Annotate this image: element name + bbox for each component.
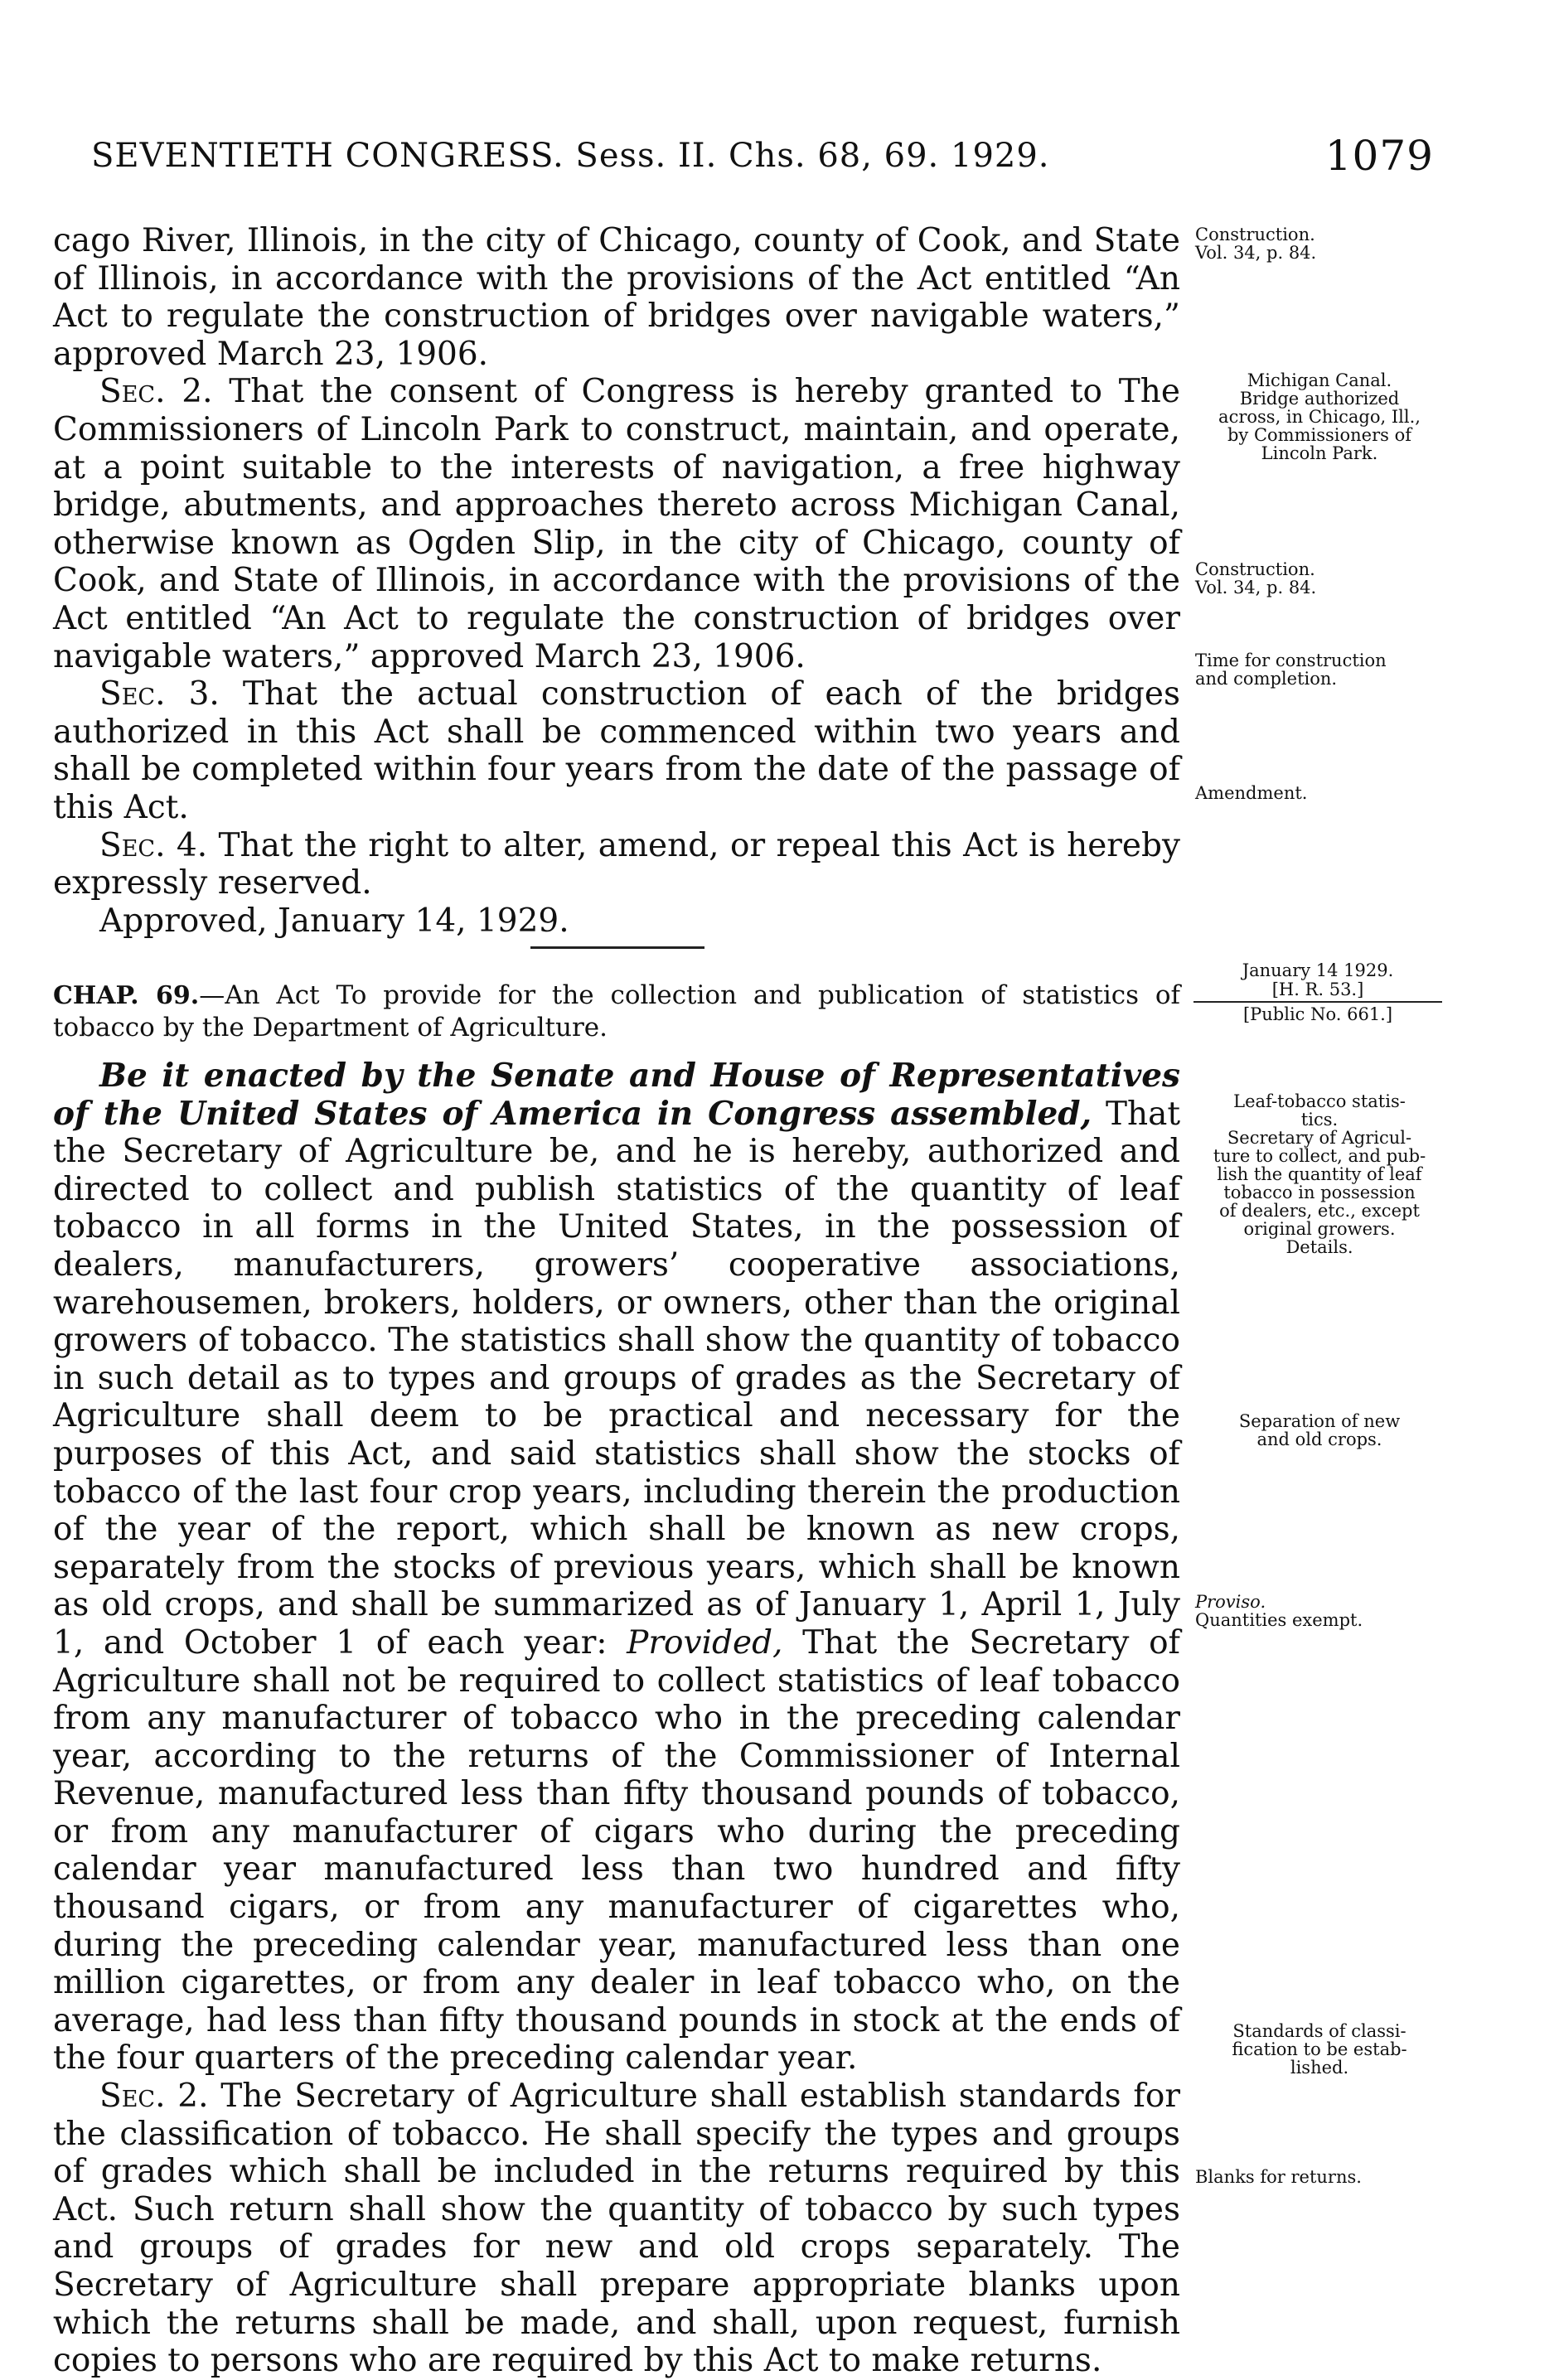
margin-note-line: and old crops.: [1256, 1429, 1382, 1449]
chapter-label: CHAP. 69.: [53, 981, 200, 1010]
margin-note-blanks: [1195, 2168, 1444, 2186]
chapter-69-heading: [53, 980, 1180, 1043]
margin-note-line: tobacco in possession: [1223, 1183, 1416, 1202]
proviso-label: Provided,: [627, 1623, 783, 1662]
margin-note-line: Construction.: [1195, 225, 1315, 244]
section-2-paragraph: [53, 2078, 1180, 2380]
paragraph-continuation: [53, 222, 1180, 373]
margin-note-line: Amendment.: [1195, 783, 1308, 803]
chapter-69-date-block: [1193, 961, 1442, 1024]
margin-note-line: and completion.: [1195, 669, 1338, 689]
chapter-date: January 14 1929.: [1242, 960, 1394, 980]
margin-note-line: Quantities exempt.: [1195, 1610, 1363, 1630]
running-head: [91, 132, 1434, 186]
margin-note-line: lished.: [1290, 2058, 1349, 2078]
margin-note-line: Vol. 34, p. 84.: [1195, 243, 1317, 263]
margin-note-line: Blanks for returns.: [1195, 2167, 1362, 2187]
section-2-paragraph: [53, 373, 1180, 675]
margin-note-line: across, in Chicago, Ill.,: [1218, 407, 1421, 427]
margin-note-line: Bridge authorized: [1239, 389, 1400, 409]
margin-note-line: Time for construction: [1195, 651, 1387, 670]
enacting-clause: Be it enacted by the Senate and House of Representatives of the United States of America in Congress assembled,: [53, 1057, 1180, 1133]
bill-number: [H. R. 53.]: [1271, 980, 1364, 999]
approval-text: Approved, January 14, 1929.: [99, 902, 569, 940]
running-head-title: SEVENTIETH CONGRESS. Sess. II. Chs. 68, 69. 1929.: [91, 137, 1050, 175]
section-label: Sec. 2.: [99, 373, 213, 411]
margin-note-line: Separation of new: [1238, 1411, 1401, 1431]
margin-note-line: Proviso.: [1195, 1592, 1266, 1612]
section-text: That the Secretary of Agriculture be, and he is hereby, authorized and directed to collect and publish statistics of the quantity of leaf tobacco in all forms in the United States, in the possession of dealers, manufacturers, growers’ cooperative associations, warehousemen, brokers, holders, or owners, other than the original growers of tobacco. The statistics shall show the quantity of tobacco in such detail as to types and groups of grades as the Secretary of Agriculture shall deem to be practical and necessary for the purposes of this Act, and said statistics shall show the stocks of tobacco of the last four crop years, including therein the production of the year of the report, which shall be known as new crops, separately from the stocks of previous years, which shall be known as old crops, and shall be summarized as of January 1, April 1, July 1, and October 1 of each year:: [53, 1095, 1180, 1662]
margin-note-line: Standards of classi-: [1232, 2021, 1406, 2041]
section-4-paragraph: [53, 827, 1180, 902]
margin-note-line: Leaf-tobacco statis-: [1233, 1091, 1406, 1111]
chapter-68-text: [53, 222, 1180, 940]
margin-note-amendment: [1195, 784, 1444, 802]
margin-note-line: Details.: [1285, 1237, 1353, 1257]
margin-note-line: tics.: [1300, 1110, 1339, 1130]
section-label: Sec. 2.: [99, 2078, 209, 2116]
margin-note-leaf-tobacco: [1195, 1092, 1444, 1256]
margin-note-construction-2: [1195, 560, 1444, 597]
margin-note-line: Michigan Canal.: [1247, 370, 1392, 390]
section-text: The Secretary of Agriculture shall establish standards for the classification of tobacco. He shall specify the types and groups of grades which shall be included in the returns required by this Act. Such return shall show the quantity of tobacco by such types and groups of grades for new and old crops separately. The Secretary of Agriculture shall prepare appropriate blanks upon which the returns shall be made, and shall, upon request, furnish copies to persons who are required by this Act to make returns.: [53, 2078, 1180, 2380]
margin-note-construction-1: [1195, 225, 1444, 262]
approval-line: [53, 902, 1180, 941]
margin-note-line: Vol. 34, p. 84.: [1195, 578, 1317, 597]
margin-note-separation: [1195, 1412, 1444, 1449]
margin-note-line: Secretary of Agricul-: [1227, 1128, 1412, 1148]
margin-note-line: Lincoln Park.: [1261, 443, 1378, 463]
margin-note-standards: [1195, 2022, 1444, 2077]
margin-note-line: fication to be estab-: [1232, 2039, 1407, 2059]
margin-note-time-for-construction: [1195, 651, 1444, 688]
section-text: That the actual construction of each of the bridges authorized in this Act shall be commenced within two years and shall be completed within four years from the date of the passage of this Act.: [53, 675, 1180, 826]
margin-note-line: Construction.: [1195, 559, 1315, 579]
chapter-title: —An Act To provide for the collection and publication of statistics of tobacco by the Department of Agriculture.: [53, 980, 1180, 1042]
section-text: That the consent of Congress is hereby granted to The Commissioners of Lincoln Park to construct, maintain, and operate, at a point suitable to the interests of navigation, a free highway bridge, abutments, and approaches thereto across Michigan Canal, otherwise known as Ogden Slip, in the city of Chicago, county of Cook, and State of Illinois, in accordance with the provisions of the Act entitled “An Act to regulate the construction of bridges over navigable waters,” approved March 23, 1906.: [53, 373, 1180, 675]
margin-note-proviso: [1195, 1593, 1444, 1629]
paragraph-text: cago River, Illinois, in the city of Chicago, county of Cook, and State of Illinois, in accordance with the provisions of the Act entitled “An Act to regulate the construction of bridges over navigable waters,” approved March 23, 1906.: [53, 222, 1180, 373]
margin-note-line: ture to collect, and pub-: [1213, 1146, 1426, 1166]
section-1-paragraph: [53, 1057, 1180, 2078]
margin-note-line: by Commissioners of: [1227, 425, 1411, 445]
date-rule: [1193, 1001, 1442, 1003]
section-label: Sec. 3.: [99, 675, 220, 714]
margin-note-line: of dealers, etc., except: [1219, 1201, 1420, 1221]
chapter-69-text: [53, 1057, 1180, 2380]
section-3-paragraph: [53, 675, 1180, 826]
section-text: That the right to alter, amend, or repeal this Act is hereby expressly reserved.: [53, 826, 1180, 902]
margin-note-michigan-canal: [1195, 371, 1444, 462]
public-law-number: [Public No. 661.]: [1242, 1004, 1393, 1024]
page-number: 1079: [1324, 132, 1434, 180]
margin-note-line: lish the quantity of leaf: [1217, 1164, 1422, 1184]
chapter-divider: [530, 946, 704, 949]
proviso-text: That the Secretary of Agriculture shall not be required to collect statistics of leaf tobacco from any manufacturer of tobacco who in the preceding calendar year, according to the returns of the Commissioner of Internal Revenue, manufactured less than fifty thousand pounds of tobacco, or from any manufacturer of cigars who during the preceding calendar year manufactured less than two hundred and fifty thousand cigars, or from any manufacturer of cigarettes who, during the preceding calendar year, manufactured less than one million cigarettes, or from any dealer in leaf tobacco who, on the average, had less than fifty thousand pounds in stock at the ends of the four quarters of the preceding calendar year.: [53, 1623, 1180, 2078]
margin-note-line: original growers.: [1243, 1219, 1396, 1239]
section-label: Sec. 4.: [99, 826, 208, 864]
